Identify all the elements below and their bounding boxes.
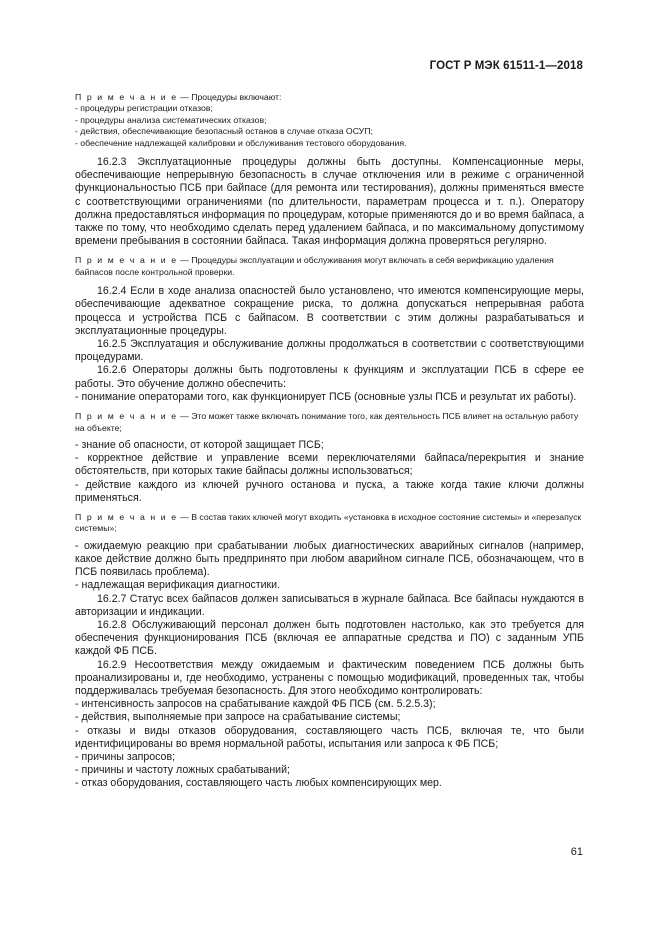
note-site-impact (75, 411, 584, 434)
paragraph-16-2-3: 16.2.3 Эксплуатационные процедуры должны быть доступны. Компенсационные меры, обеспечивающие непрерывную безопасность в случае отключения или в режиме с ограниченной функциональностью ПСБ при байпасе (для ремонта или тестирования), должны применяться вместе с соответствующими ограничениями (по длительности, параметрам процесса и т. п.). Оператору должна предоставляться информация по процедурам, которые применяются до и во время байпаса, а также по тому, что необходимо сделать перед удалением байпаса, и по максимальному допустимому времени пребывания в состоянии байпаса. Такая информация должна проверяться регулярно. (75, 156, 584, 248)
paragraph-16-2-9: 16.2.9 Несоответствия между ожидаемым и фактическим поведением ПСБ должны быть проанализированы и, где необходимо, устранены с помощью модификаций, проведенных так, чтобы поддерживалась требуемая безопасность. Для этого необходимо контролировать: (75, 658, 584, 697)
note-label: П р и м е ч а н и е (75, 511, 178, 522)
list-item: - понимание операторами того, как функционирует ПСБ (основные узлы ПСБ и результат их работы). (75, 390, 577, 403)
page-content (75, 92, 584, 791)
list-item: - корректное действие и управление всеми переключателями байпаса/перекрытия и знание обстоятельств, при которых такие байпасы должны использоваться; (75, 452, 584, 478)
list-item: - действия, выполняемые при запросе на срабатывание системы; (75, 711, 401, 724)
note-procedures (75, 92, 584, 149)
note-keys (75, 512, 584, 535)
paragraph-16-2-6: 16.2.6 Операторы должны быть подготовлены к функциям и эксплуатации ПСБ в сфере ее работы. Это обучение должно обеспечить: (75, 364, 584, 390)
list-item: - причины запросов; (75, 750, 176, 763)
paragraph-16-2-7: 16.2.7 Статус всех байпасов должен записываться в журнале байпаса. Все байпасы нуждаются в авторизации и индикации. (75, 592, 584, 618)
list-item: - ожидаемую реакцию при срабатывании любых диагностических аварийных сигналов (например, какое действие должно быть предпринято при любом аварийном сигнале ПСБ, обозначающем, что в ПСБ появилась проблема). (75, 539, 584, 579)
list-item: - надлежащая верификация диагностики. (75, 579, 281, 592)
list-item: - причины и частоту ложных срабатываний; (75, 764, 290, 777)
note-text: — Это может также включать понимание того, как деятельность ПСБ влияет на остальную работу на объекте; (75, 411, 579, 433)
list-item: - знание об опасности, от которой защищает ПСБ; (75, 438, 324, 451)
note-text: — Процедуры эксплуатации и обслуживания могут включать в себя верификацию удаления байпасов после контрольной проверки. (75, 255, 554, 277)
paragraph-16-2-4: 16.2.4 Если в ходе анализа опасностей было установлено, что имеются компенсирующие меры, обеспечивающие адекватное сокращение риска, то должна допускаться непрерывная работа процесса и устройства ПСБ с байпасом. В соответствии с этим должны разрабатываться и эксплуатационные процедуры. (75, 285, 584, 337)
note-intro: — Процедуры включают: (177, 92, 282, 102)
document-header: ГОСТ Р МЭК 61511-1—2018 (429, 60, 583, 72)
paragraph-16-2-8: 16.2.8 Обслуживающий персонал должен быть подготовлен настолько, как это требуется для обеспечения функционирования ПСБ (включая ее аппаратные средства и ПО) с заданным УПБ каждой ФБ ПСБ. (75, 618, 584, 658)
list-item: - отказ оборудования, составляющего часть любых компенсирующих мер. (75, 777, 442, 790)
note-list-item: - процедуры анализа систематических отказов; (75, 114, 267, 125)
note-label: П р и м е ч а н и е (75, 411, 178, 422)
list-item: - интенсивность запросов на срабатывание каждой ФБ ПСБ (см. 5.2.5.3); (75, 698, 436, 711)
note-list-item: - процедуры регистрации отказов; (75, 103, 213, 114)
list-item: - действие каждого из ключей ручного останова и пуска, а также когда такие ключи должны применяться. (75, 478, 584, 504)
note-text: — В состав таких ключей могут входить «установка в исходное состояние системы» и «перезапуск системы»; (75, 511, 582, 534)
note-label: П р и м е ч а н и е (75, 255, 178, 266)
note-list-item: - действия, обеспечивающие безопасный останов в случае отказа ОСУП; (75, 126, 373, 137)
note-list-item: - обеспечение надлежащей калибровки и обслуживания тестового оборудования. (75, 137, 407, 148)
list-item: - отказы и виды отказов оборудования, составляющего часть ПСБ, включая те, что были идентифицированы во время нормальной работы, испытания или запроса к ФБ ПСБ; (75, 724, 584, 750)
note-label: П р и м е ч а н и е (75, 92, 178, 102)
note-bypass-verification (75, 255, 584, 278)
page-number: 61 (570, 846, 583, 858)
paragraph-16-2-5: 16.2.5 Эксплуатация и обслуживание должны продолжаться в соответствии с соответствующими процедурами. (75, 338, 584, 364)
